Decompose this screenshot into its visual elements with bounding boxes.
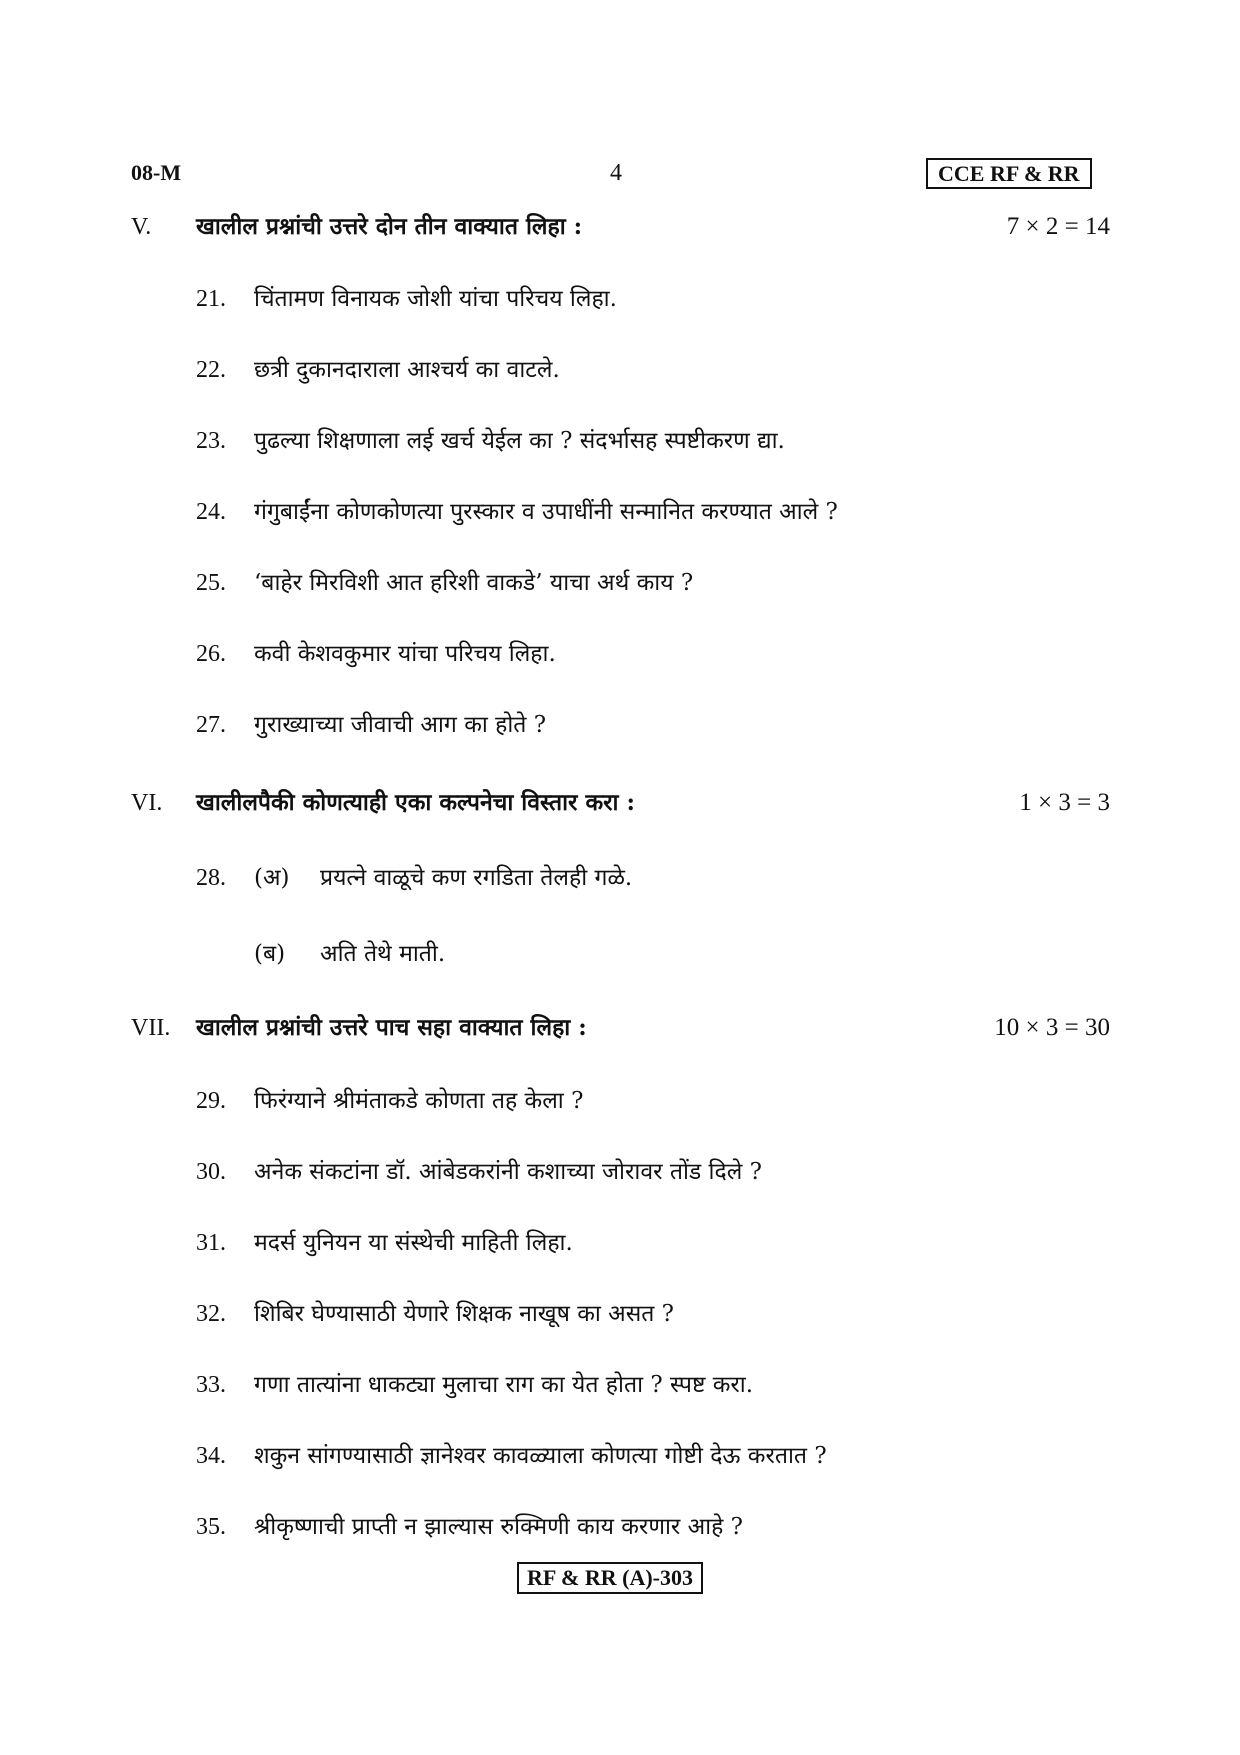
option-label: (अ)	[254, 865, 290, 891]
question-item	[196, 705, 546, 745]
question-text: अति तेथे माती.	[320, 941, 446, 967]
question-item	[196, 350, 560, 390]
question-item	[196, 934, 445, 974]
question-text: पुढल्या शिक्षणाला लई खर्च येईल का ? संदर्भासह स्पष्टीकरण द्या.	[254, 428, 785, 454]
section-v	[0, 207, 1240, 247]
section-marks: 1 × 3 = 3	[1019, 789, 1110, 816]
question-number: 24.	[196, 499, 226, 525]
question-item	[196, 421, 785, 461]
section-vi	[0, 783, 1240, 823]
question-number: 22.	[196, 357, 226, 383]
question-number: 25.	[196, 570, 226, 596]
question-text: चिंतामण विनायक जोशी यांचा परिचय लिहा.	[254, 286, 617, 312]
question-text: मदर्स युनियन या संस्थेची माहिती लिहा.	[254, 1230, 573, 1256]
question-text: छत्री दुकानदाराला आश्चर्य का वाटले.	[254, 357, 560, 383]
question-number: 23.	[196, 428, 226, 454]
question-text: गुराख्याच्या जीवाची आग का होते ?	[254, 712, 547, 738]
question-text: गणा तात्यांना धाकट्या मुलाचा राग का येत होता ? स्पष्ट करा.	[254, 1372, 754, 1398]
question-text: प्रयत्ने वाळूचे कण रगडिता तेलही गळे.	[320, 865, 633, 891]
question-number: 21.	[196, 286, 226, 312]
section-title: खालील प्रश्नांची उत्तरे दोन तीन वाक्यात लिहा :	[196, 213, 583, 240]
question-item	[196, 1294, 674, 1334]
question-item	[196, 1152, 762, 1192]
question-text: अनेक संकटांना डॉ. आंबेडकरांनी कशाच्या जोरावर तोंड दिले ?	[254, 1159, 762, 1185]
question-item	[196, 858, 632, 898]
section-number: VII.	[131, 1015, 171, 1041]
question-item	[196, 563, 693, 603]
section-marks: 10 × 3 = 30	[994, 1014, 1110, 1041]
question-text: शकुन सांगण्यासाठी ज्ञानेश्वर कावळ्याला कोणत्या गोष्टी देऊ करतात ?	[254, 1443, 827, 1469]
question-item	[196, 1365, 753, 1405]
question-item	[196, 1223, 573, 1263]
question-item	[196, 1081, 583, 1121]
question-item	[196, 1436, 827, 1476]
question-text: फिरंग्याने श्रीमंताकडे कोणता तह केला ?	[254, 1088, 584, 1114]
question-number: 27.	[196, 712, 226, 738]
footer-code-box: RF & RR (A)-303	[517, 1562, 703, 1594]
section-number: V.	[131, 214, 152, 240]
paper-code: 08-M	[131, 160, 182, 185]
question-text: गंगुबाईंना कोणकोणत्या पुरस्कार व उपाधींनी सन्मानित करण्यात आले ?	[254, 499, 838, 525]
question-number: 29.	[196, 1088, 226, 1114]
question-number: 28.	[196, 865, 226, 891]
exam-code-box: CCE RF & RR	[926, 158, 1092, 189]
question-item	[196, 492, 838, 532]
question-number: 34.	[196, 1443, 226, 1469]
question-text: श्रीकृष्णाची प्राप्ती न झाल्यास रुक्मिणी काय करणार आहे ?	[254, 1514, 743, 1540]
question-text: शिबिर घेण्यासाठी येणारे शिक्षक नाखूष का असत ?	[254, 1301, 675, 1327]
section-title: खालील प्रश्नांची उत्तरे पाच सहा वाक्यात लिहा :	[196, 1014, 587, 1041]
question-item	[196, 279, 617, 319]
section-vii	[0, 1008, 1240, 1048]
question-number: 26.	[196, 641, 226, 667]
question-number: 32.	[196, 1301, 226, 1327]
question-text: कवी केशवकुमार यांचा परिचय लिहा.	[254, 641, 556, 667]
option-label: (ब)	[254, 941, 286, 967]
section-number: VI.	[131, 790, 163, 816]
section-title: खालीलपैकी कोणत्याही एका कल्पनेचा विस्तार करा :	[196, 789, 635, 816]
question-item	[196, 1507, 743, 1547]
section-marks: 7 × 2 = 14	[1006, 213, 1110, 240]
question-number: 31.	[196, 1230, 226, 1256]
page-number: 4	[610, 160, 622, 186]
question-number: 33.	[196, 1372, 226, 1398]
question-item	[196, 634, 556, 674]
question-number: 35.	[196, 1514, 226, 1540]
question-text: ‘बाहेर मिरविशी आत हरिशी वाकडे’ याचा अर्थ काय ?	[254, 570, 694, 596]
question-number: 30.	[196, 1159, 226, 1185]
